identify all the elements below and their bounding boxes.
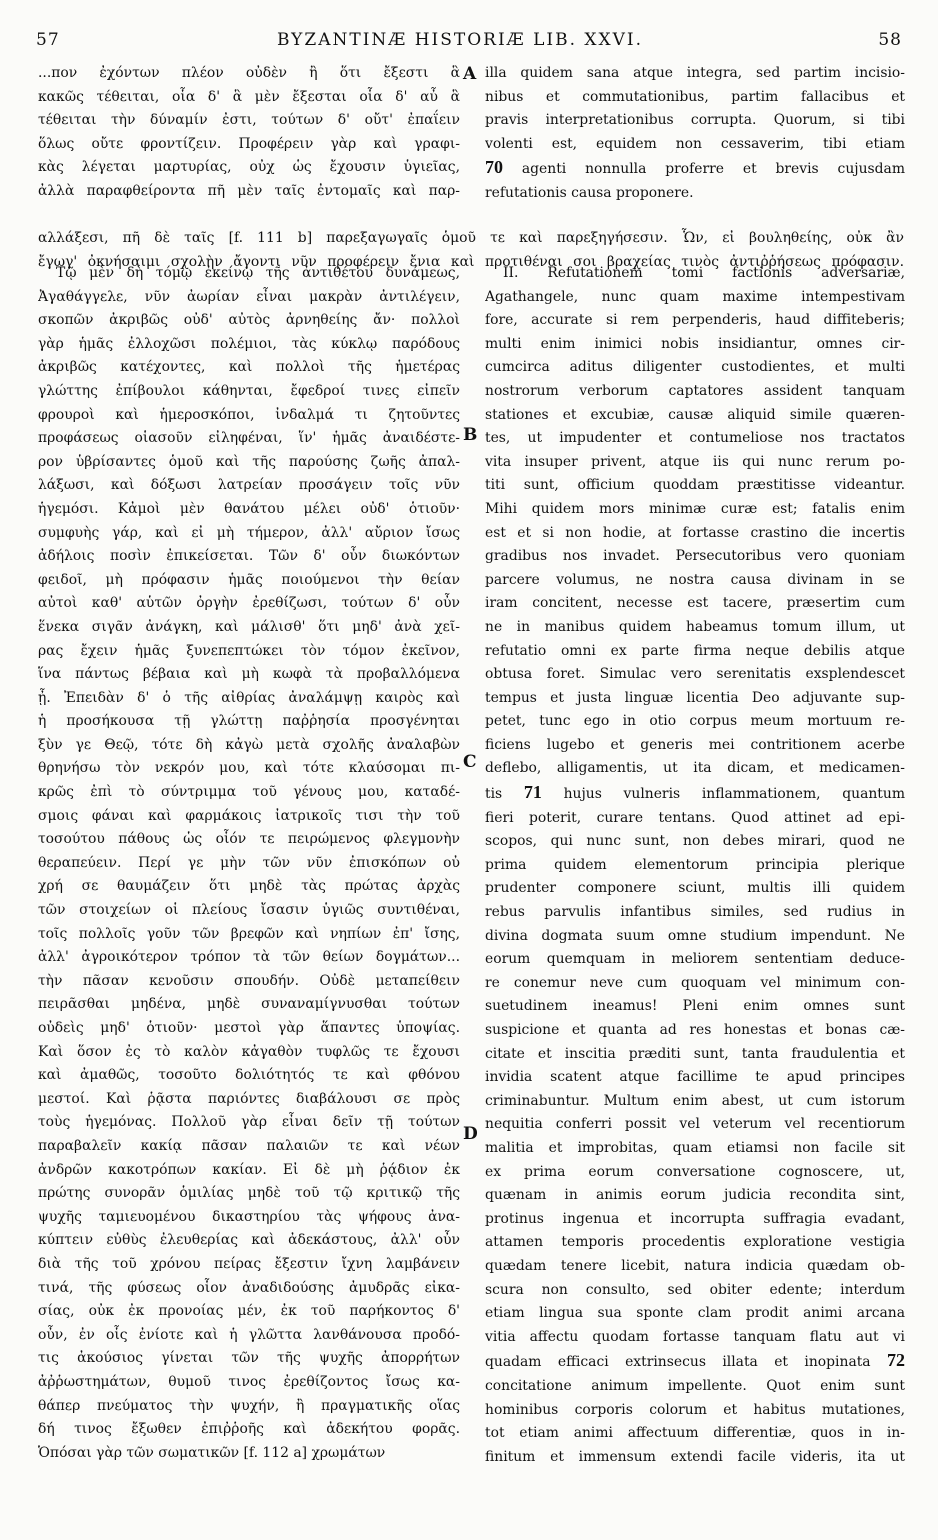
greek-line: οὖν, ἐν οἷς ἐνίοτε καὶ ἡ γλῶττα λανθάνουσα προδό- — [38, 1326, 460, 1343]
margin-letter-b: B — [463, 425, 478, 445]
latin-line: suetudinem ineamus! Pleni enim omnes sunt — [485, 998, 905, 1015]
greek-line: ἔγωγ' ὀκνήσαιμι σχολὴν ἄγοντι νῦν προφέρειν ἔνια καὶ προτιθέναι σοι βραχείας τινὸς ἀντιῤῥήσεως πρόφασιν. — [38, 253, 904, 270]
greek-line: κακῶς τέθειται, οἷα δ' ἃ μὲν ἔξεσται οἷα δ' αὖ ἃ — [38, 88, 460, 105]
greek-line: ἀλλ' ἀγροικότερον τρόπον τὰ τῶν θείων δογμάτων... — [38, 949, 460, 966]
latin-line: scura non consulto, sed obiter edente; interdum — [485, 1281, 905, 1298]
greek-line: θρηνήσω τὸν νεκρόν μου, καὶ τότε κλαύσομαι πι- — [38, 760, 460, 777]
latin-line: attamen temporis procedentis exploratione vestigia — [485, 1234, 905, 1251]
greek-line: τοὺς ἡγεμόνας. Πολλοῦ γὰρ εἶναι δεῖν τῇ τούτων — [38, 1114, 460, 1131]
greek-line: λάξωσι, καὶ δόξωσι λατρείαν προσάγειν τοῖς νῦν — [38, 477, 460, 494]
greek-line: τοῖς πολλοῖς γοῦν τῶν βρεφῶν καὶ νηπίων ἐπ' ἴσης, — [38, 925, 460, 942]
greek-line: γὰρ ἡμᾶς ἐλλοχῶσι πολέμιοι, τὰς κύκλῳ παρόδους — [38, 335, 460, 352]
latin-column-main — [485, 262, 905, 1469]
greek-line: σμοις φάναι καὶ φαρμάκοις ἰατρικοῖς τισι τὴν τοῦ — [38, 807, 460, 824]
margin-letter-a: A — [463, 64, 477, 84]
greek-line: ἀλλὰ παραφθείροντα πῆ μὲν ταῖς ἐντομαῖς καὶ παρ- — [38, 182, 460, 199]
greek-line: αλλάξεσι, πῆ δὲ ταῖς [f. 111 b] παρεξαγωγαῖς ὁμοῦ τε καὶ παρεξηγήσεσιν. Ὧν, εἰ βουληθείης, οὐκ ἂν — [38, 230, 904, 246]
greek-line: ἀκριβῶς κατέχοντες, καὶ πολλοὶ τῆς ἡμετέρας — [38, 359, 460, 376]
latin-line: illa quidem sana atque integra, sed partim incisio- — [485, 65, 905, 81]
latin-line: quænam in animis eorum judicia recondita sint, — [485, 1187, 905, 1204]
latin-line: parcere volumus, ne nostra causa divinam in se — [485, 571, 905, 588]
latin-line: vitia affectu quodam fortasse tanquam flatu aut vi — [485, 1328, 905, 1345]
greek-line: τοσούτου πάθους ὡς οἷόν τε πειρώμενος φλεγμονὴν — [38, 831, 460, 848]
latin-line: ficiens lugebo et generis mei contritionem acerbe — [485, 736, 905, 753]
latin-line: eorum quemquam in meliorem sententiam deduce- — [485, 951, 905, 968]
latin-line: deflebo, alligamentis, ut ita dicam, et medicamen- — [485, 760, 905, 777]
latin-line: refutatio omni ex parte firma neque debilis atque — [485, 642, 905, 659]
latin-line: rebus parvulis infantibus similes, sed rudius in — [485, 904, 905, 921]
latin-line: finitum et immensum extendi facile videris, ita ut — [485, 1448, 905, 1465]
latin-line: etiam lingua sua sponte clam prodit animi arcana — [485, 1305, 905, 1322]
greek-line: παραβαλεῖν κακίᾳ πᾶσαν παλαιῶν τε καὶ νέων — [38, 1137, 460, 1154]
greek-line: πειρᾶσθαι μηδένα, μηδὲ συναναμίγνυσθαι τούτων — [38, 996, 460, 1013]
page-number-left: 57 — [36, 30, 60, 50]
greek-line: ἀδήλοις ποσὶν ἐπικείσεται. Τῶν δ' οὖν διωκόντων — [38, 548, 460, 565]
latin-line: criminabuntur. Multum enim abest, ut cum istorum — [485, 1092, 905, 1109]
greek-line: ἵνα πάντως βέβαια καὶ μὴ κωφὰ τὰ προβαλλόμενα — [38, 666, 460, 683]
greek-line: δή τινος ἔξωθεν ἐπιῤῥοῆς καὶ ἀδεκήτου φορᾶς. — [38, 1421, 460, 1438]
latin-line: stationes et excubiæ, causæ aliquid simile quæren- — [485, 406, 905, 423]
latin-line: ne in manibus quidem habeamus tomum illum, ut — [485, 618, 905, 635]
greek-line: ἡγεμόσι. Κἀμοὶ μὲν θανάτου μέλει οὐδ' ὁτιοῦν· — [38, 500, 460, 517]
greek-line: σκοπῶν ἀκριβῶς οὐδ' αὐτὸς ἀρνηθείης ἄν· πολλοὶ — [38, 312, 460, 329]
greek-line: θεραπεύειν. Περί γε μὴν τῶν νῦν ἐπισκόπων οὐ — [38, 854, 460, 871]
latin-line: iram concitent, necesse est tacere, præsertim cum — [485, 595, 905, 612]
latin-line: Agathangele, nunc quam maxime intempestivam — [485, 288, 905, 305]
greek-line: θάπερ πνεύματος τὴν ψυχήν, ἢ πραγματικῆς οἵας — [38, 1397, 460, 1414]
greek-line: ἡ προσήκουσα τῇ γλώττῃ παῤῥησία προσγένηται — [38, 713, 460, 730]
greek-line: προφάσεως οἱασοῦν εἰληφέναι, ἵν' ἡμᾶς ἀναιδέστε- — [38, 430, 460, 447]
folio-number: 70 — [485, 157, 503, 178]
greek-line: γλώττης ἐπίβουλοι κάθηνται, ἔφεδροί τινες εἰπεῖν — [38, 382, 460, 399]
greek-line: κύπτειν εὐθὺς ἐλευθερίας καὶ ἀδεκάστους, ἀλλ' οὖν — [38, 1232, 460, 1249]
latin-line: nibus et commutationibus, partim fallacibus et — [485, 88, 905, 105]
greek-column-main — [38, 262, 460, 1465]
greek-line: τὴν πᾶσαν κενοῦσιν σπουδήν. Οὐδὲ μεταπείθειν — [38, 972, 460, 989]
greek-line: συμφυὴς γάρ, καὶ εἰ μὴ τήμερον, ἀλλ' αὔριον ἴσως — [38, 524, 460, 541]
greek-line: ρον ὑβρίσαντες ὁμοῦ καὶ τῆς παρούσης ζωῆς ἀπαλ- — [38, 453, 460, 470]
latin-line-with-folio: 70 agenti nonnulla proferre et brevis cujusdam — [485, 157, 905, 178]
greek-line: ἀῤῥωστημάτων, θυμοῦ τινος ἐρεθίζοντος ἴσως κα- — [38, 1373, 460, 1390]
greek-line: ᾖ. Ἐπειδὰν δ' ὁ τῆς αἰθρίας ἀναλάμψῃ καιρὸς καὶ — [38, 689, 460, 706]
greek-line: διὰ τῆς τοῦ χρόνου πείρας ἔξεστιν ἴχνη λαμβάνειν — [38, 1255, 460, 1272]
greek-line: ξὺν γε Θεῷ, τότε δὴ κἀγὼ μετὰ σχολῆς ἀναλαβὼν — [38, 736, 460, 753]
folio-number: 71 — [523, 782, 542, 803]
latin-line: fieri poterit, curare tentans. Quod attinet ad epi- — [485, 809, 905, 826]
greek-line: τις ἀκούσιος γίνεται τῶν τῆς ψυχῆς ἀπορρήτων — [38, 1350, 460, 1367]
latin-line: fore, accurate si rem perpenderis, haud diffiteberis; — [485, 312, 905, 329]
latin-line-with-folio: tis 71 hujus vulneris inflammationem, quantum — [485, 782, 905, 803]
latin-line: petet, tunc ego in otio corpus meum mortuum re- — [485, 713, 905, 730]
greek-line: Καὶ ὅσον ἐς τὸ καλὸν κἀγαθὸν τυφλῶς τε ἔχουσι — [38, 1043, 460, 1060]
greek-line: κὰς λέγεται μαρτυρίας, οὐχ ὡς ἔχουσιν ὑγιεῖας, — [38, 159, 460, 176]
greek-line: τινά, τῆς φύσεως οἷον ἀναδιδούσης ἀμυδρᾶς εἰκα- — [38, 1279, 460, 1296]
latin-line: refutationis causa proponere. — [485, 184, 694, 201]
greek-line: φειδοῖ, μὴ πρόφασιν ἡμᾶς ποιούμενοι τὴν θείαν — [38, 571, 460, 588]
latin-line: suspicione et quanta ad res honestas et bonas cæ- — [485, 1022, 905, 1038]
latin-line: divina dogmata suum omne studium impendunt. Ne — [485, 927, 905, 944]
greek-line: τέθειται τὴν δύναμίν ἐστι, τούτων δ' οὔτ' ἐπαΐειν — [38, 112, 460, 129]
greek-column-top — [38, 62, 460, 204]
greek-line: Ὁπόσαι γὰρ τῶν σωματικῶν [f. 112 a] χρωμάτων — [38, 1444, 386, 1461]
greek-line: Τῷ μὲν δὴ τόμῳ ἐκείνῳ τῆς ἀντιθέτου δυνάμεως, — [56, 265, 460, 281]
latin-line: gradibus nos invadet. Persecutoribus vero quoniam — [485, 548, 905, 565]
latin-line: tes, ut impudenter et contumeliose nos tractatos — [485, 430, 905, 447]
greek-line: αὐτοὶ καθ' αὑτῶν ὀργὴν ἐρεθίζωσι, τούτων δ' οὖν — [38, 595, 460, 612]
latin-line: multi enim inimici nobis insidiantur, omnes cir- — [485, 335, 905, 352]
margin-letter-d: D — [463, 1124, 478, 1144]
latin-line: titi sunt, officium quoddam præstitisse videantur. — [485, 477, 905, 494]
latin-line: hominibus corporis colorum et habitus mutationes, — [485, 1401, 905, 1418]
latin-line: obtusa foret. Simulac vero serenitatis exsplendescet — [485, 666, 905, 683]
greek-line: οὐδεὶς μηδ' ὁτιοῦν· μεστοὶ γὰρ ἅπαντες ὑποψίας. — [38, 1020, 460, 1036]
latin-line: est et si non hodie, at fortasse crastino die incertis — [485, 524, 905, 541]
greek-line: τῶν στοιχείων οἱ πλείους ἴσασιν ὑγιῶς συντιθέναι, — [38, 902, 460, 919]
latin-line: citate et inscitia præditi sunt, tanta fraudulentia et — [485, 1045, 905, 1062]
latin-line: cumcirca aditus diligenter custodientes, et multi — [485, 359, 905, 376]
greek-line: ἕνεκα σιγᾶν ἀνάγκη, καὶ μάλισθ' ὅτι μηδ' ἀνὰ χεῖ- — [38, 618, 460, 635]
greek-line: καὶ ἀμαθῶς, τοσοῦτο δολιότητός τε καὶ φθόνου — [38, 1067, 460, 1084]
latin-line: II. Refutationem tomi factionis adversariæ, — [503, 265, 905, 281]
greek-line: κρῶς ἐπὶ τὸ σύντριμμα τοῦ γένους μου, καταδέ- — [38, 784, 460, 801]
latin-line: ex prima eorum conversatione cognoscere, ut, — [485, 1163, 905, 1180]
latin-line: invidia scatent atque facillime te apud principes — [485, 1069, 905, 1086]
greek-line: ρας ἔχειν ἡμᾶς ξυνεπεπτώκει τὸν τόμον ἐκεῖνον, — [38, 642, 460, 659]
latin-column-top — [485, 62, 905, 206]
latin-line: re conemur neve cum quoquam vel minimum con- — [485, 974, 905, 991]
greek-line: ἀνδρῶν κακοτρόπων κακίαν. Εἰ δὲ μὴ ῥᾴδιον ἐκ — [38, 1161, 460, 1178]
latin-line: malitia et improbitas, quam etiamsi non facile sit — [485, 1139, 905, 1156]
greek-line: χρή σε θαυμάζειν ὅτι μηδὲ τὰς πρώτας ἀρχὰς — [38, 878, 460, 895]
greek-line: ὅλως οὔτε φροντίζειν. Προφέρειν γὰρ καὶ γραφι- — [38, 135, 460, 152]
latin-line: prima quidem elementorum principia plerique — [485, 856, 905, 873]
latin-line: nostrorum verborum captatores assident tanquam — [485, 382, 905, 399]
latin-line: volenti est, equidem non cessaverim, tibi etiam — [485, 135, 905, 152]
page-number-right: 58 — [878, 30, 902, 50]
running-title: BYZANTINÆ HISTORIÆ LIB. XXVI. — [276, 30, 644, 50]
latin-line-with-folio: quadam efficaci extrinsecus illata et inopinata 72 — [485, 1350, 905, 1371]
latin-line: quædam tenere licebit, natura indicia quædam ob- — [485, 1257, 905, 1274]
greek-line: σίας, οὐκ ἐκ προνοίας μέν, ἐκ τοῦ παρήκοντος δ' — [38, 1303, 460, 1320]
latin-line: vita insuper privent, atque iis qui nunc rerum po- — [485, 453, 905, 470]
latin-line: tempus et justa linguæ licentia Deo adjuvante sup- — [485, 689, 905, 706]
latin-line: pravis interpretationibus corrupta. Quorum, si tibi — [485, 112, 905, 129]
latin-line: nequitia conferri possit vel veterum vel recentiorum — [485, 1116, 905, 1133]
latin-line: scopos, qui nunc sunt, non debes mirari, quod ne — [485, 833, 905, 850]
greek-line: ...πον ἐχόντων πλέον οὐδὲν ἢ ὅτι ἔξεστι ἃ — [38, 65, 460, 81]
greek-line: πρώτης συνορᾶν ὁμιλίας μηδὲ τοῦ τῷ κριτικῷ τῆς — [38, 1185, 460, 1202]
margin-letter-c: C — [463, 752, 477, 772]
latin-line: Mihi quidem mors minimæ curæ est; fatalis enim — [485, 500, 905, 517]
folio-number: 72 — [887, 1350, 905, 1371]
latin-line: prudenter componere sciunt, multis illi quidem — [485, 880, 905, 897]
latin-line: protinus ingenua et incorrupta suffragia evadant, — [485, 1210, 905, 1227]
greek-line: μεστοί. Καὶ ῥᾷστα παριόντες διαβάλουσι σε πρὸς — [38, 1090, 460, 1107]
latin-line: tot etiam animi affectuum differentiæ, quos in in- — [485, 1425, 905, 1442]
latin-line: concitatione animum impellente. Quot enim sunt — [485, 1377, 905, 1394]
greek-line: φρουροὶ καὶ ἡμεροσκόποι, ἰνδαλμά τι ζητοῦντες — [38, 406, 460, 423]
greek-line: ψυχῆς ταμιευομένου δικαστηρίου τὰς ψήφους ἀνα- — [38, 1208, 460, 1225]
greek-line: Ἀγαθάγγελε, νῦν ἀωρίαν εἶναι μακρὰν ἀντιλέγειν, — [38, 288, 460, 305]
